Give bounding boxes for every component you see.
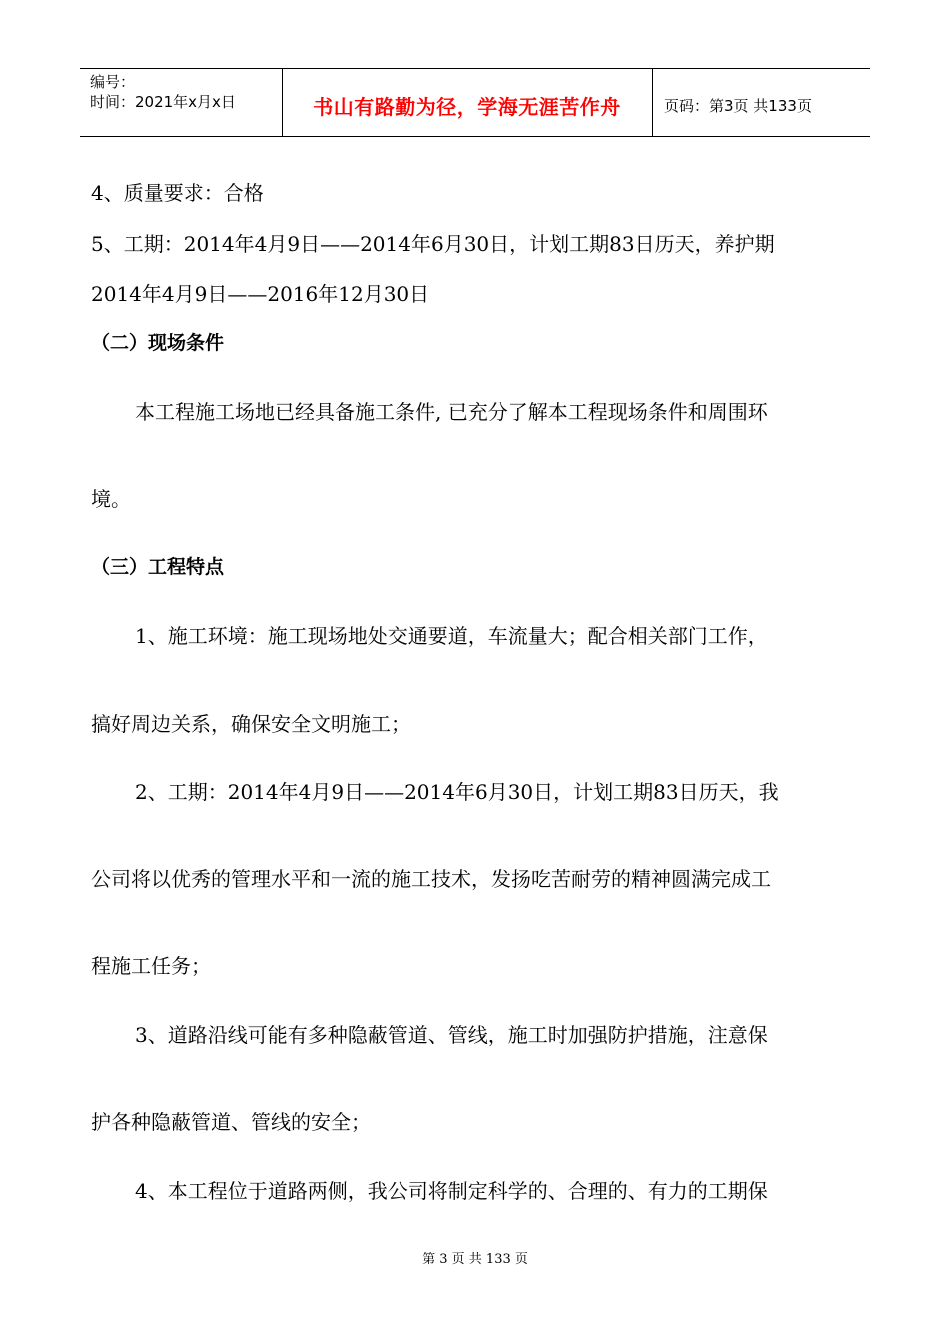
document-time-label: 时间：2021年x月x日 bbox=[90, 93, 236, 111]
body-line-site-cont: 境。 bbox=[91, 487, 131, 511]
body-line-feature-1: 1、施工环境：施工现场地处交通要道，车流量大；配合相关部门工作， bbox=[135, 624, 768, 648]
body-line-site: 本工程施工场地已经具备施工条件, 已充分了解本工程现场条件和周围环 bbox=[135, 400, 768, 424]
header-page-cell bbox=[652, 69, 870, 136]
body-line-feature-4: 4、本工程位于道路两侧，我公司将制定科学的、合理的、有力的工期保 bbox=[135, 1179, 768, 1203]
body-line-feature-2-cont: 公司将以优秀的管理水平和一流的施工技术，发扬吃苦耐劳的精神圆满完成工 bbox=[91, 867, 771, 891]
body-line-feature-2: 2、工期：2014年4月9日——2014年6月30日，计划工期83日历天，我 bbox=[135, 780, 779, 804]
body-line-schedule: 5、工期：2014年4月9日——2014年6月30日，计划工期83日历天，养护期 bbox=[91, 232, 775, 256]
header-info-cell bbox=[80, 69, 283, 136]
document-number-label: 编号： bbox=[90, 73, 136, 91]
section-heading-site-conditions: （二）现场条件 bbox=[91, 332, 225, 354]
body-line-schedule-cont: 2014年4月9日——2016年12月30日 bbox=[91, 282, 430, 306]
body-line-feature-2-end: 程施工任务； bbox=[91, 954, 211, 978]
body-line-feature-1-cont: 搞好周边关系，确保安全文明施工； bbox=[91, 712, 411, 736]
section-heading-features: （三）工程特点 bbox=[91, 556, 225, 578]
page-footer: 第 3 页 共 133 页 bbox=[422, 1252, 528, 1267]
body-line-feature-3: 3、道路沿线可能有多种隐蔽管道、管线，施工时加强防护措施，注意保 bbox=[135, 1023, 768, 1047]
header-motto-cell bbox=[282, 69, 653, 136]
header-page-number: 页码：第3页 共133页 bbox=[664, 97, 812, 115]
header-motto: 书山有路勤为径，学海无涯苦作舟 bbox=[313, 95, 621, 119]
body-line-feature-3-cont: 护各种隐蔽管道、管线的安全； bbox=[91, 1110, 371, 1134]
page-header bbox=[80, 68, 870, 137]
body-line-quality: 4、质量要求：合格 bbox=[91, 181, 264, 205]
